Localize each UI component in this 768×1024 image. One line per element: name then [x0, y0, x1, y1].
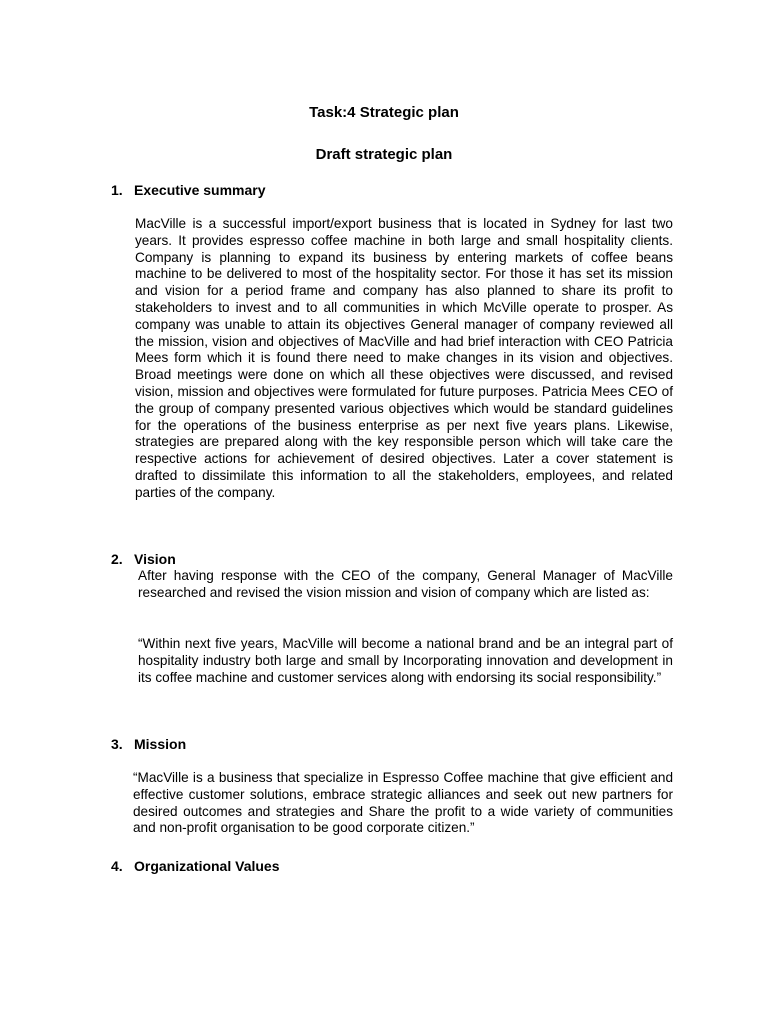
section-heading-vision	[111, 551, 176, 567]
vision-intro-paragraph: After having response with the CEO of the company, General Manager of MacVille researched and revised the vision mission and vision of company which are listed as:	[138, 568, 673, 600]
mission-statement-paragraph: “MacVille is a business that specialize in Espresso Coffee machine that give efficient and effective customer solutions, embrace strategic alliances and seek out new partners for desired outcomes and strategies and Share the profit to a wide variety of communities and non-profit organisation to be good corporate citizen.”	[133, 770, 673, 836]
section-number: 3.	[111, 736, 123, 752]
section-heading-label: Mission	[134, 736, 187, 752]
document-subtitle: Draft strategic plan	[315, 146, 453, 163]
section-number: 4.	[111, 858, 123, 874]
vision-statement-paragraph: “Within next five years, MacVille will become a national brand and be an integral part of hospitality industry both large and small by Incorporating innovation and development in its coffee machine and customer services along with endorsing its social responsibility.”	[138, 636, 673, 685]
section-number: 2.	[111, 551, 123, 567]
executive-summary-paragraph: MacVille is a successful import/export business that is located in Sydney for last two years. It provides espresso coffee machine in both large and small hospitality clients. Company is planning to expand its business by entering markets of coffee beans machine to be delivered to most of the hospitality sector. For those it has set its mission and vision for a period frame and company has also planned to share its profit to stakeholders to invest and to all communities in which McVille operate to prosper. As company was unable to attain its objectives General manager of company reviewed all the mission, vision and objectives of MacVille and had brief interaction with CEO Patricia Mees form which it is found there need to make changes in its vision and objectives. Broad meetings were done on which all these objectives were discussed, and revised vision, mission and objectives were formulated for future purposes. Patricia Mees CEO of the group of company presented various objectives which would be standard guidelines for the operations of the business enterprise as per next five years plans. Likewise, strategies are prepared along with the key responsible person which will take care the respective actions for achievement of desired objectives. Later a cover statement is drafted to dissimilate this information to all the stakeholders, employees, and related parties of the company.	[135, 216, 673, 500]
section-number: 1.	[111, 182, 123, 198]
task-title: Task:4 Strategic plan	[309, 104, 459, 121]
section-heading-executive-summary	[111, 182, 266, 198]
section-heading-label: Organizational Values	[134, 858, 280, 874]
section-heading-mission	[111, 736, 186, 752]
section-heading-organizational-values	[111, 858, 280, 874]
section-heading-label: Vision	[134, 551, 176, 567]
section-heading-label: Executive summary	[134, 182, 266, 198]
